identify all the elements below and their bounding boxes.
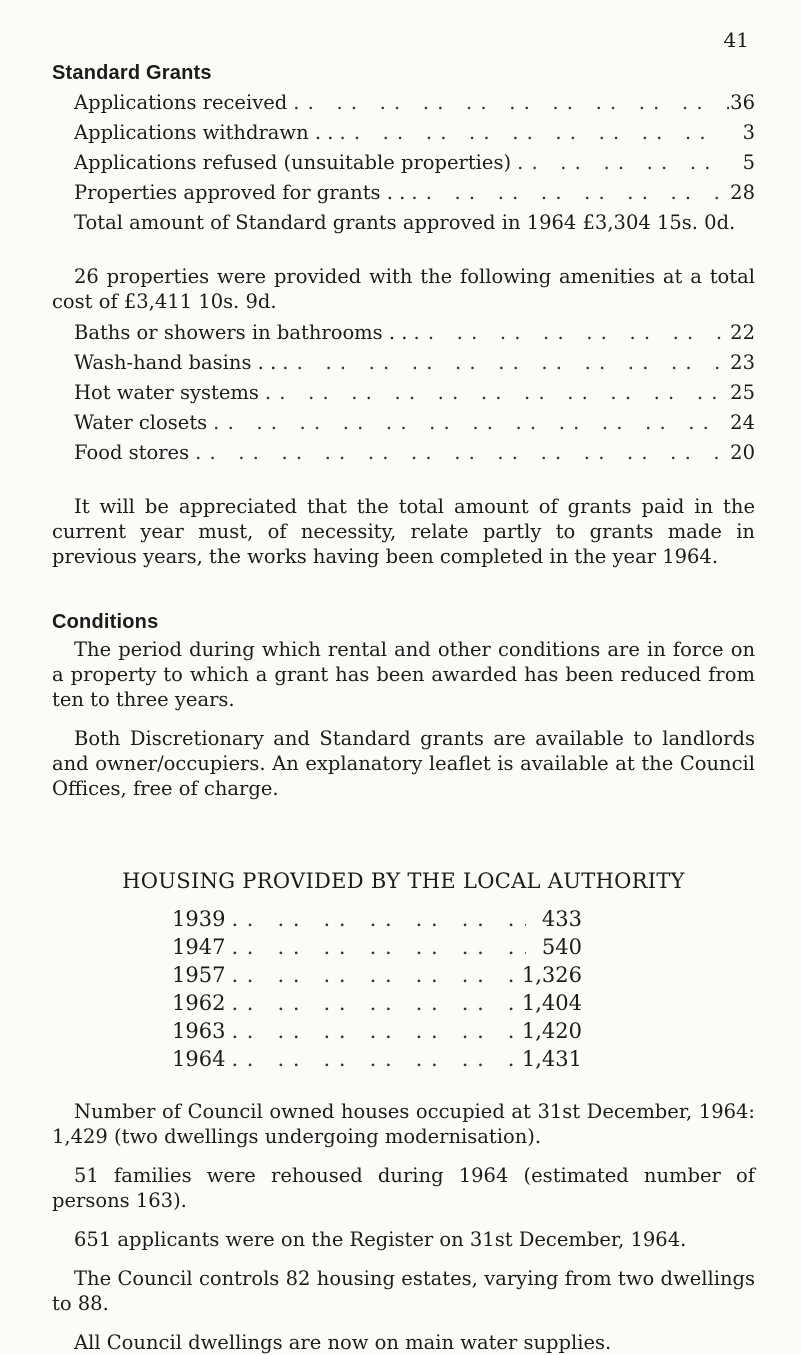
row-label: Properties approved for grants . .	[74, 181, 406, 204]
row-value: 3	[742, 121, 755, 144]
list-item	[74, 88, 755, 118]
list-item	[74, 348, 755, 378]
grants-note: It will be appreciated that the total amount of grants paid in the current year must, of necessity, relate partly to grants made in previous years, the works having been completed in the year 1964.	[52, 495, 755, 568]
conditions-paragraph: Both Discretionary and Standard grants are available to landlords and owner/occupiers. An explanatory leaflet is available at the Council Offices, free of charge.	[52, 727, 755, 800]
row-value: 36	[730, 91, 755, 114]
leader-dots	[189, 438, 729, 468]
page-number: 41	[723, 28, 749, 52]
leader-dots	[225, 1017, 521, 1045]
value-cell: 1,326	[521, 963, 582, 987]
standard-grants-heading: Standard Grants	[52, 62, 212, 84]
value-cell: 433	[541, 907, 582, 931]
row-value: 28	[730, 181, 755, 204]
leader-dots	[225, 989, 521, 1017]
page-content	[52, 62, 755, 1355]
conditions-heading: Conditions	[52, 611, 159, 633]
list-item	[74, 438, 755, 468]
leader-dots	[405, 178, 729, 208]
leader-dots	[207, 408, 729, 438]
row-value: 22	[730, 321, 755, 344]
row-label: Wash-hand basins . .	[74, 351, 277, 374]
value-cell: 540	[541, 935, 582, 959]
row-value: 25	[730, 381, 755, 404]
leader-dots	[333, 118, 729, 148]
leader-dots	[225, 905, 526, 933]
list-item	[74, 118, 755, 148]
leader-dots	[259, 378, 729, 408]
value-cell: 1,420	[521, 1019, 582, 1043]
standard-grants-list	[52, 88, 755, 238]
row-value: 23	[730, 351, 755, 374]
leader-dots	[407, 318, 729, 348]
amenities-intro: 26 properties were provided with the following amenities at a total cost of £3,411 10s. 9d.	[52, 265, 755, 313]
year-cell: 1947	[172, 935, 226, 959]
leader-dots	[225, 933, 526, 961]
leader-dots	[287, 88, 729, 118]
list-item	[74, 178, 755, 208]
table-row	[172, 961, 582, 989]
row-label: Applications received	[74, 91, 288, 114]
table-row	[172, 933, 582, 961]
value-cell: 1,404	[521, 991, 582, 1015]
row-value: 20	[730, 441, 755, 464]
row-value: 24	[730, 411, 755, 434]
row-label: Water closets	[74, 411, 208, 434]
closing-paragraph: 51 families were rehoused during 1964 (estimated number of persons 163).	[52, 1164, 755, 1212]
row-label: Applications refused (unsuitable properties)	[74, 151, 512, 174]
table-row	[172, 905, 582, 933]
total-text: Total amount of Standard grants approved in 1964 £3,304 15s. 0d.	[74, 211, 736, 234]
year-cell: 1964	[172, 1047, 226, 1071]
closing-paragraph: 651 applicants were on the Register on 31st December, 1964.	[74, 1228, 687, 1251]
row-label: Applications withdrawn . .	[74, 121, 334, 144]
conditions-paragraph: The period during which rental and other conditions are in force on a property to which a grant has been awarded has been reduced from ten to three years.	[52, 638, 755, 711]
leader-dots	[225, 1045, 521, 1073]
row-value: 5	[742, 151, 755, 174]
leader-dots	[511, 148, 729, 178]
housing-title: HOUSING PROVIDED BY THE LOCAL AUTHORITY	[122, 869, 685, 893]
closing-paragraph: All Council dwellings are now on main water supplies.	[74, 1331, 612, 1354]
list-item	[74, 378, 755, 408]
amenities-list	[52, 318, 755, 468]
table-row	[172, 1045, 582, 1073]
row-label: Food stores	[74, 441, 190, 464]
value-cell: 1,431	[521, 1047, 582, 1071]
year-cell: 1962	[172, 991, 226, 1015]
leader-dots	[276, 348, 729, 378]
year-cell: 1963	[172, 1019, 226, 1043]
list-item	[74, 148, 755, 178]
row-label: Baths or showers in bathrooms . .	[74, 321, 408, 344]
list-item	[74, 408, 755, 438]
housing-table	[172, 905, 582, 1073]
year-cell: 1957	[172, 963, 226, 987]
closing-paragraph: The Council controls 82 housing estates, varying from two dwellings to 88.	[52, 1267, 755, 1315]
closing-paragraph: Number of Council owned houses occupied at 31st December, 1964: 1,429 (two dwellings undergoing modernisation).	[52, 1100, 755, 1148]
leader-dots	[225, 961, 521, 989]
year-cell: 1939	[172, 907, 226, 931]
table-row	[172, 1017, 582, 1045]
list-item	[74, 318, 755, 348]
total-line	[74, 208, 755, 238]
table-row	[172, 989, 582, 1017]
row-label: Hot water systems	[74, 381, 259, 404]
